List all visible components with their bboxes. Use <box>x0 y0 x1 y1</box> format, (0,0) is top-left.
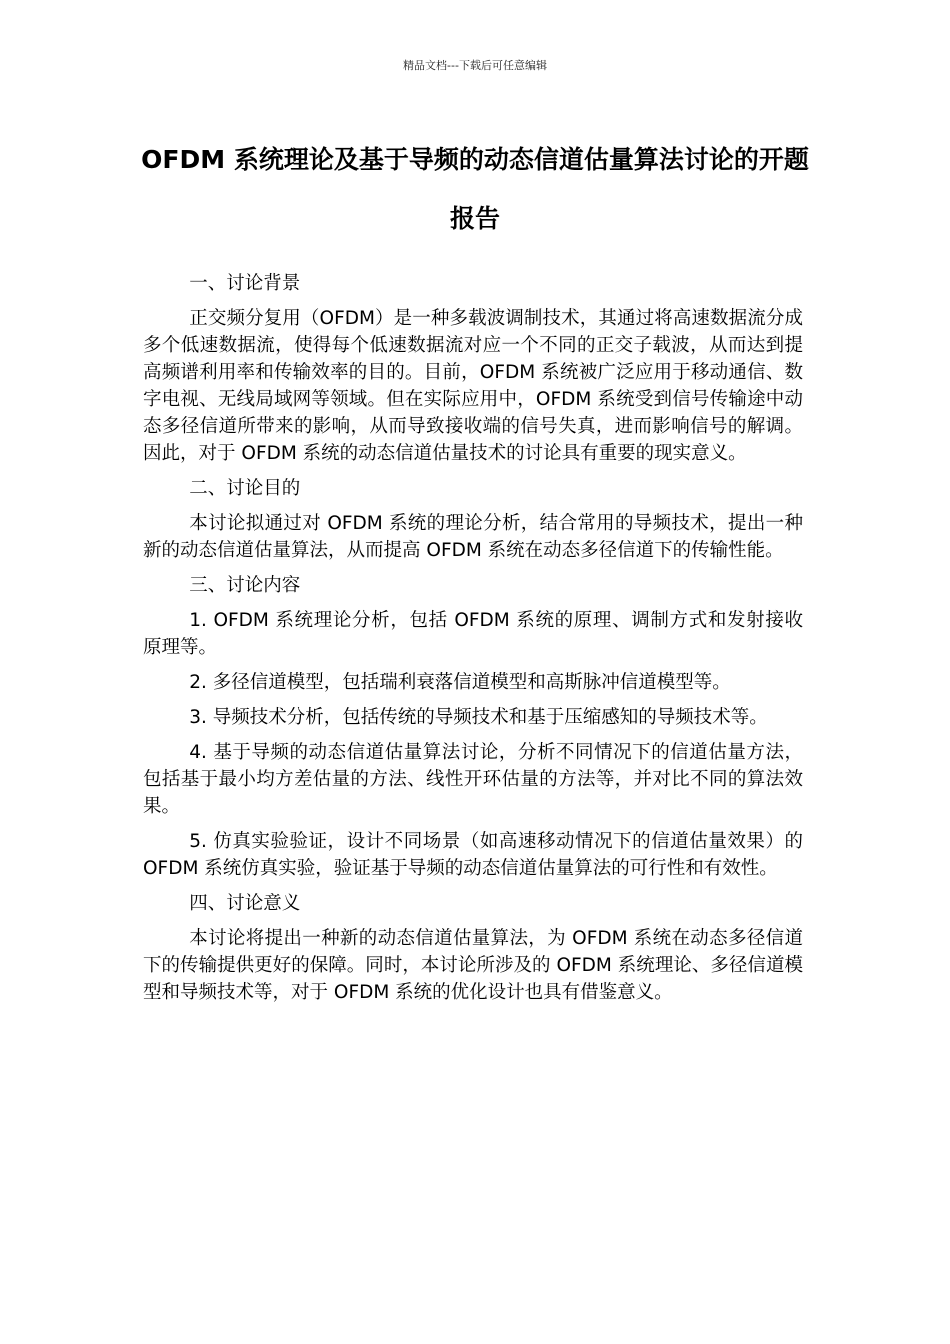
paragraph-purpose: 本讨论拟通过对 OFDM 系统的理论分析，结合常用的导频技术，提出一种新的动态信道估量算法，从而提高 OFDM 系统在动态多径信道下的传输性能。 <box>143 513 803 561</box>
content-item-2: 2. 多径信道模型，包括瑞利衰落信道模型和高斯脉冲信道模型等。 <box>189 672 731 693</box>
content-item-4: 4. 基于导频的动态信道估量算法讨论，分析不同情况下的信道估量方法，包括基于最小均方差估量的方法、线性开环估量的方法等，并对比不同的算法效果。 <box>143 742 803 817</box>
document-title: OFDM 系统理论及基于导频的动态信道估量算法讨论的开题报告 <box>141 145 809 233</box>
paragraph-background: 正交频分复用（OFDM）是一种多载波调制技术，其通过将高速数据流分成多个低速数据流，使得每个低速数据流对应一个不同的正交子载波，从而达到提高频谱利用率和传输效率的目的。目前，OFDM 系统被广泛应用于移动通信、数字电视、无线局域网等领域。但在实际应用中，OFDM 系统受到信号传输途中动态多径信道所带来的影响，从而导致接收端的信号失真，进而影响信号的解调。因此，对于 OFDM 系统的动态信道估量技术的讨论具有重要的现实意义。 <box>143 308 803 464</box>
section-heading-purpose: 二、讨论目的 <box>189 478 301 499</box>
section-heading-content: 三、讨论内容 <box>189 575 301 596</box>
content-item-3: 3. 导频技术分析，包括传统的导频技术和基于压缩感知的导频技术等。 <box>189 707 768 728</box>
content-item-5: 5. 仿真实验验证，设计不同场景（如高速移动情况下的信道估量效果）的 OFDM 系统仿真实验，验证基于导频的动态信道估量算法的可行性和有效性。 <box>143 831 803 879</box>
page-header: 精品文档---下载后可任意编辑 <box>403 59 547 72</box>
content-item-1: 1. OFDM 系统理论分析，包括 OFDM 系统的原理、调制方式和发射接收原理等。 <box>143 610 803 658</box>
paragraph-significance: 本讨论将提出一种新的动态信道估量算法，为 OFDM 系统在动态多径信道下的传输提供更好的保障。同时，本讨论所涉及的 OFDM 系统理论、多径信道模型和导频技术等，对于 OFDM 系统的优化设计也具有借鉴意义。 <box>143 928 803 1003</box>
section-heading-significance: 四、讨论意义 <box>189 893 301 914</box>
document-body <box>143 270 803 1014</box>
section-heading-background: 一、讨论背景 <box>189 273 301 294</box>
